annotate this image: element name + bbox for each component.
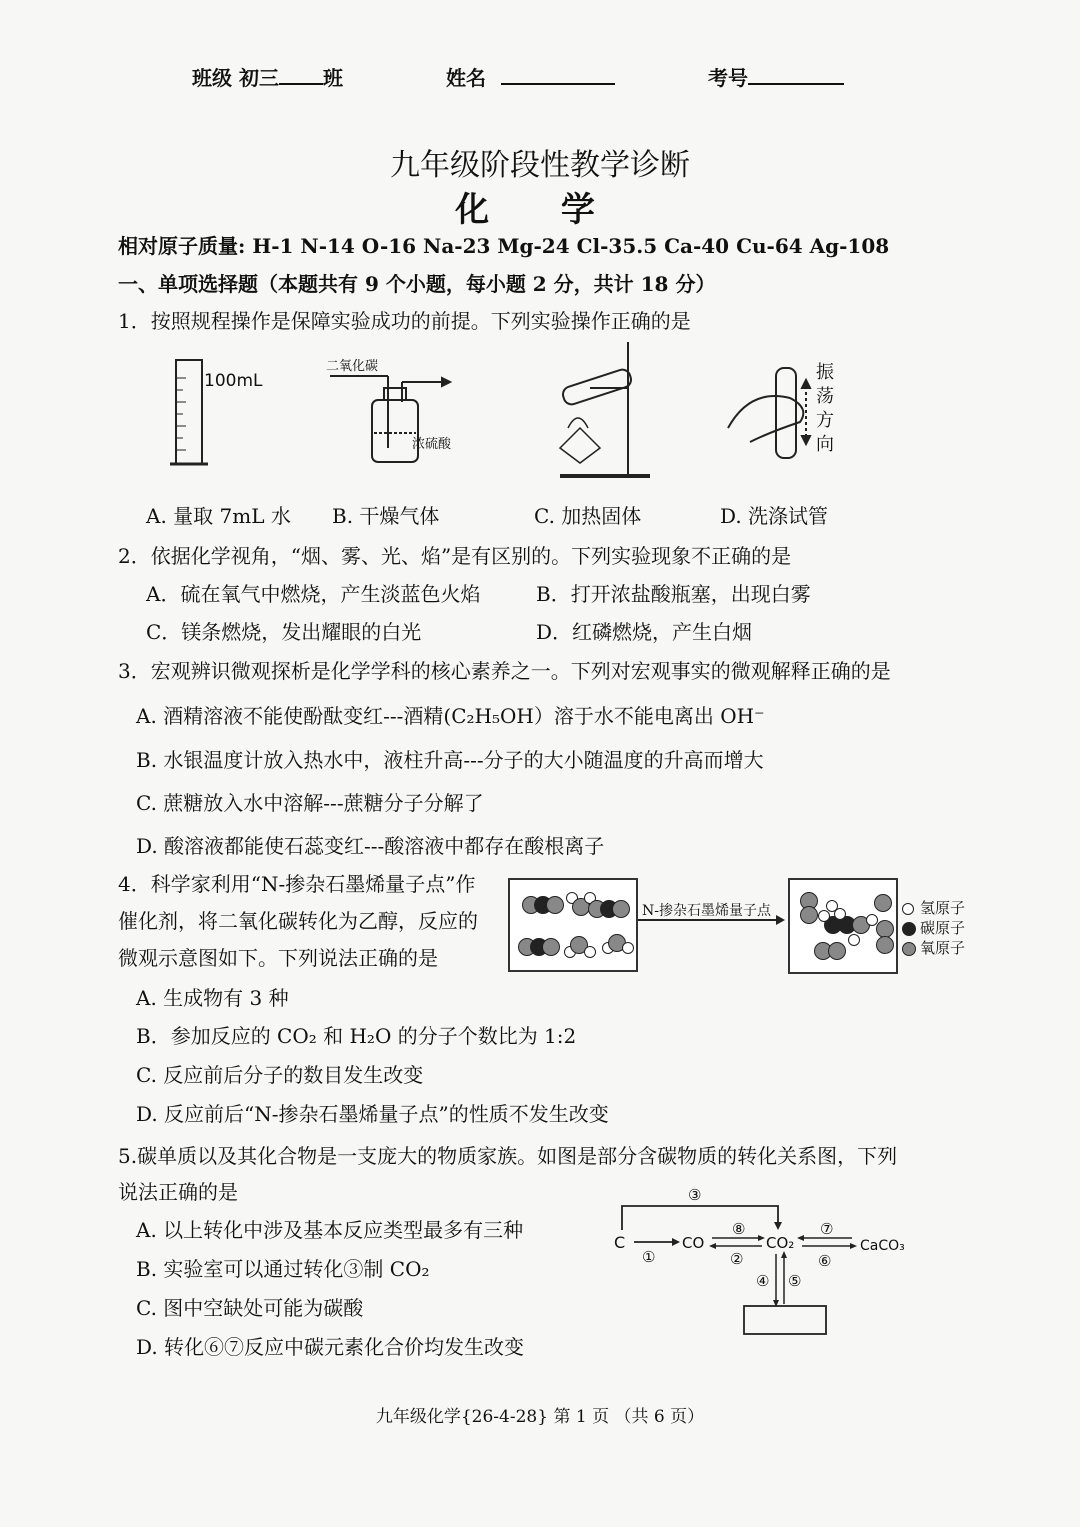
q2-stem: 2．依据化学视角，“烟、雾、光、焰”是有区别的。下列实验现象不正确的是 — [118, 544, 792, 568]
legend-hydrogen — [902, 898, 965, 918]
class-field — [192, 62, 343, 91]
section-heading: 一、单项选择题（本题共有 9 个小题，每小题 2 分，共计 18 分） — [118, 272, 716, 296]
q3-stem: 3．宏观辨识微观探析是化学学科的核心素养之一。下列对宏观事实的微观解释正确的是 — [118, 659, 891, 683]
reactants-box — [508, 878, 638, 972]
q5-option-a[interactable]: A. 以上转化中涉及基本反应类型最多有三种 — [136, 1218, 524, 1242]
test-tube-hand-icon — [728, 368, 810, 458]
name-label: 姓名 — [446, 66, 486, 90]
exam-no-field — [708, 62, 844, 91]
page-footer: 九年级化学{26-4-28} 第 1 页 （共 6 页） — [375, 1407, 705, 1427]
hydrogen-icon — [902, 903, 914, 915]
q5-option-b[interactable]: B. 实验室可以通过转化③制 CO₂ — [136, 1257, 430, 1281]
q4-option-c[interactable]: C. 反应前后分子的数目发生改变 — [136, 1063, 424, 1087]
node-caco3: CaCO₃ — [860, 1238, 905, 1254]
oxygen-atom — [546, 896, 564, 914]
q1-option-a[interactable]: A. 量取 7mL 水 — [146, 504, 291, 528]
legend-oxygen — [902, 938, 965, 958]
oxygen-atom — [874, 894, 892, 912]
q4-stem-line-3: 微观示意图如下。下列说法正确的是 — [118, 946, 438, 970]
class-blank[interactable] — [279, 65, 323, 85]
label-8: ⑧ — [732, 1220, 746, 1238]
q2-option-a[interactable]: A．硫在氧气中燃烧，产生淡蓝色火焰 — [146, 582, 481, 606]
oxygen-atom — [542, 938, 560, 956]
oxygen-atom — [828, 942, 846, 960]
oxygen-atom — [876, 936, 894, 954]
carbon-icon — [902, 922, 916, 936]
oxygen-atom — [800, 906, 818, 924]
legend-hydrogen-label: 氢原子 — [920, 899, 966, 917]
node-co2: CO₂ — [766, 1234, 795, 1252]
shake-label-2: 荡 — [816, 386, 834, 407]
legend-oxygen-label: 氧原子 — [920, 939, 966, 957]
hydrogen-atom — [818, 910, 830, 922]
class-suffix: 班 — [322, 66, 343, 90]
hydrogen-atom — [622, 942, 634, 954]
q4-stem-line-1: 4．科学家利用“N-掺杂石墨烯量子点”作 — [118, 872, 476, 896]
q1-option-c[interactable]: C. 加热固体 — [534, 504, 642, 528]
catalyst-label: N-掺杂石墨烯量子点 — [642, 903, 771, 919]
subject-title: 化 学 — [455, 190, 625, 230]
exam-no-label: 考号 — [708, 66, 748, 90]
gas-label: 二氧化碳 — [326, 359, 379, 374]
q2-option-b[interactable]: B．打开浓盐酸瓶塞，出现白雾 — [536, 582, 811, 606]
label-7: ⑦ — [820, 1220, 834, 1238]
label-5: ⑤ — [788, 1272, 802, 1290]
shake-label-1: 振 — [816, 362, 834, 383]
page-title: 九年级阶段性教学诊断 — [390, 148, 690, 183]
atom-legend — [902, 898, 965, 958]
label-3: ③ — [688, 1186, 702, 1204]
shake-label-3: 方 — [816, 410, 834, 431]
q1-stem: 1．按照规程操作是保障实验成功的前提。下列实验操作正确的是 — [118, 309, 691, 333]
q1-option-b[interactable]: B. 干燥气体 — [332, 504, 440, 528]
oxygen-icon — [902, 942, 916, 956]
q2-option-c[interactable]: C．镁条燃烧，发出耀眼的白光 — [146, 620, 422, 644]
q2-option-d[interactable]: D．红磷燃烧，产生白烟 — [536, 620, 753, 644]
q4-stem-line-2: 催化剂，将二氧化碳转化为乙醇，反应的 — [118, 909, 478, 933]
exam-no-blank[interactable] — [748, 65, 844, 85]
q5-option-c[interactable]: C. 图中空缺处可能为碳酸 — [136, 1296, 364, 1320]
blank-box — [744, 1306, 826, 1334]
label-6: ⑥ — [818, 1252, 832, 1270]
legend-carbon-label: 碳原子 — [920, 919, 966, 937]
acid-label: 浓硫酸 — [412, 437, 452, 452]
q3-option-b[interactable]: B. 水银温度计放入热水中，液柱升高---分子的大小随温度的升高而增大 — [136, 748, 764, 772]
q4-option-d[interactable]: D. 反应前后“N-掺杂石墨烯量子点”的性质不发生改变 — [136, 1102, 609, 1126]
q1-option-d[interactable]: D. 洗涤试管 — [720, 504, 829, 528]
q5-stem-line-2: 说法正确的是 — [118, 1180, 238, 1204]
class-label: 班级 初三 — [192, 66, 279, 90]
hydrogen-atom — [584, 946, 596, 958]
hydrogen-atom — [848, 934, 860, 946]
carbon-conversion-diagram — [612, 1180, 912, 1340]
q5-stem-line-1: 5.碳单质以及其化合物是一支庞大的物质家族。如图是部分含碳物质的转化关系图，下列 — [118, 1144, 898, 1168]
q3-option-d[interactable]: D. 酸溶液都能使石蕊变红---酸溶液中都存在酸根离子 — [136, 834, 605, 858]
legend-carbon — [902, 918, 965, 938]
q4-option-a[interactable]: A. 生成物有 3 种 — [136, 986, 289, 1010]
node-co: CO — [682, 1234, 705, 1252]
cylinder-label: 100mL — [204, 371, 263, 391]
graduated-cylinder-icon — [170, 360, 208, 464]
hydrogen-atom — [834, 908, 846, 920]
name-blank[interactable] — [501, 65, 615, 85]
node-c: C — [614, 1233, 626, 1252]
label-2: ② — [730, 1250, 744, 1268]
products-box — [788, 878, 898, 974]
label-4: ④ — [756, 1272, 770, 1290]
q3-option-c[interactable]: C. 蔗糖放入水中溶解---蔗糖分子分解了 — [136, 791, 484, 815]
name-field — [446, 62, 615, 91]
shake-label-4: 向 — [816, 434, 834, 455]
oxygen-atom — [612, 900, 630, 918]
q1-figures — [150, 338, 910, 488]
q5-option-d[interactable]: D. 转化⑥⑦反应中碳元素化合价均发生改变 — [136, 1335, 525, 1359]
label-1: ① — [642, 1248, 656, 1266]
atomic-masses: 相对原子质量: H-1 N-14 O-16 Na-23 Mg-24 Cl-35.5 Ca-40 Cu-64 Ag-108 — [118, 234, 890, 258]
q3-option-a[interactable]: A. 酒精溶液不能使酚酞变红---酒精(C₂H₅OH）溶于水不能电离出 OH⁻ — [136, 704, 765, 728]
heating-apparatus-icon — [560, 342, 650, 476]
q4-option-b[interactable]: B．参加反应的 CO₂ 和 H₂O 的分子个数比为 1:2 — [136, 1024, 577, 1048]
